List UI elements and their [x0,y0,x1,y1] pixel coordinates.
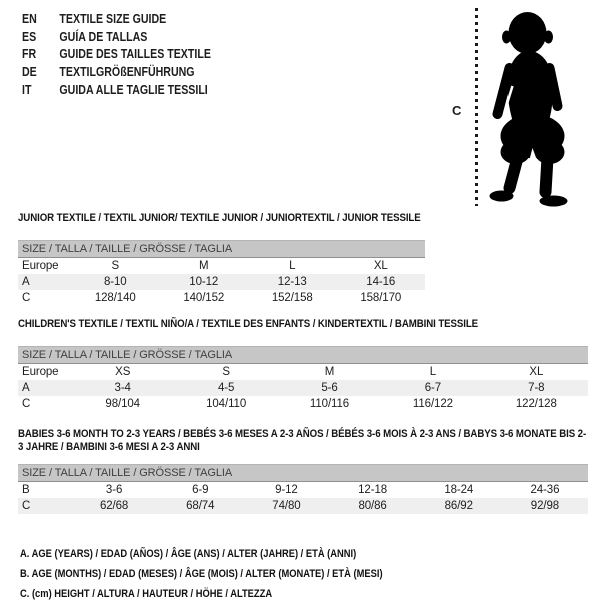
babies-size-table [18,428,588,514]
size-cell: 12-13 [277,276,307,288]
size-cell: XS [115,366,131,378]
table-row-age-months [18,482,588,498]
language-title: GUÍA DE TALLAS [59,29,148,44]
size-cell: 98/104 [105,398,140,410]
language-row-fr [22,46,211,64]
table-row-europe [18,364,588,380]
row-label: A [22,382,30,394]
language-code: EN [22,11,37,26]
size-cell: 152/158 [271,292,313,304]
height-measure-dashed-line [475,8,478,206]
size-cell: S [222,366,230,378]
size-cell: 158/170 [360,292,402,304]
size-cell: 104/110 [206,398,247,410]
size-cell: M [199,260,209,272]
legend-line-b: B. AGE (MONTHS) / EDAD (MESES) / ÂGE (MOIS) / ALTER (MONATE) / ETÀ (MESI) [20,568,383,580]
junior-size-table [18,212,425,306]
language-title-list [22,10,211,99]
size-header-bar: SIZE / TALLA / TAILLE / GRÖSSE / TAGLIA [18,240,425,258]
table-title: JUNIOR TEXTILE / TEXTIL JUNIOR/ TEXTILE JUNIOR / JUNIORTEXTIL / JUNIOR TESSILE [18,212,421,224]
size-cell: 4-5 [217,382,235,394]
size-cell: 10-12 [189,276,219,288]
size-cell: 8-10 [103,276,127,288]
row-label: B [22,484,30,496]
row-label: Europe [22,260,59,272]
size-cell: 3-6 [105,484,123,496]
row-label: Europe [22,366,59,378]
language-row-it [22,81,211,99]
size-cell: XL [373,260,388,272]
legend-line-a: A. AGE (YEARS) / EDAD (AÑOS) / ÂGE (ANS) / ALTER (JAHRE) / ETÀ (ANNI) [20,548,357,560]
language-title: TEXTILE SIZE GUIDE [59,11,167,26]
language-code: FR [22,47,37,62]
language-title: GUIDA ALLE TAGLIE TESSILI [59,83,208,98]
language-code: DE [22,65,37,80]
table-row-age-years [18,274,425,290]
table-title: BABIES 3-6 MONTH TO 2-3 YEARS / BEBÉS 3-6 MESES A 2-3 AÑOS / BÉBÉS 3-6 MOIS À 2-3 ANS / BABYS 3-6 MONATE BIS 2-3 JAHRE / BAMBINI 3-6 MESI A 2-3 ANNI [18,428,587,453]
table-row-height-cm [18,290,425,306]
size-cell: L [429,366,437,378]
size-cell: S [111,260,120,272]
children-size-table [18,318,588,412]
table-row-height-cm [18,498,588,514]
toddler-silhouette-image [487,10,592,208]
language-title: GUIDE DES TAILLES TEXTILE [59,47,211,62]
language-title: TEXTILGRÖßENFÜHRUNG [59,65,195,80]
table-title: CHILDREN'S TEXTILE / TEXTIL NIÑO/A / TEXTILE DES ENFANTS / KINDERTEXTIL / BAMBINI TESSILE [18,318,479,330]
language-code: IT [22,83,32,98]
size-cell: 68/74 [186,500,215,512]
size-cell: 9-12 [275,484,298,496]
language-row-de [22,63,211,81]
size-cell: 12-18 [358,484,388,496]
size-cell: 6-9 [192,484,209,496]
size-cell: 92/98 [530,500,560,512]
size-cell: 86/92 [444,500,473,512]
toddler-silhouette-icon [487,10,592,208]
size-cell: M [324,366,335,378]
row-label: C [22,500,31,512]
size-header-bar: SIZE / TALLA / TAILLE / GRÖSSE / TAGLIA [18,464,588,482]
size-cell: 7-8 [528,382,545,394]
row-label: C [22,292,31,304]
language-row-es [22,28,211,46]
table-row-europe [18,258,425,274]
size-cell: 128/140 [94,292,136,304]
size-cell: 116/122 [412,398,453,410]
row-label: C [22,398,31,410]
size-cell: 24-36 [530,484,560,496]
size-cell: 14-16 [366,276,396,288]
size-cell: 110/116 [309,398,350,410]
measurement-legend [20,544,383,600]
language-code: ES [22,29,37,44]
size-cell: 62/68 [99,500,129,512]
size-cell: 74/80 [272,500,301,512]
size-cell: 122/128 [515,398,557,410]
legend-line-c: C. (cm) HEIGHT / ALTURA / HAUTEUR / HÖHE / ALTEZZA [20,588,273,600]
table-row-height-cm [18,396,588,412]
row-label: A [22,276,30,288]
size-cell: 6-7 [424,382,442,394]
size-cell: 140/152 [183,292,225,304]
size-cell: 18-24 [444,484,474,496]
size-cell: 5-6 [321,382,338,394]
size-header-bar: SIZE / TALLA / TAILLE / GRÖSSE / TAGLIA [18,346,588,364]
size-cell: L [289,260,296,272]
language-row-en [22,10,211,28]
size-cell: 3-4 [114,382,131,394]
table-row-age-years [18,380,588,396]
height-label-c: C [452,103,462,118]
size-cell: XL [529,366,544,378]
size-cell: 80/86 [358,500,387,512]
